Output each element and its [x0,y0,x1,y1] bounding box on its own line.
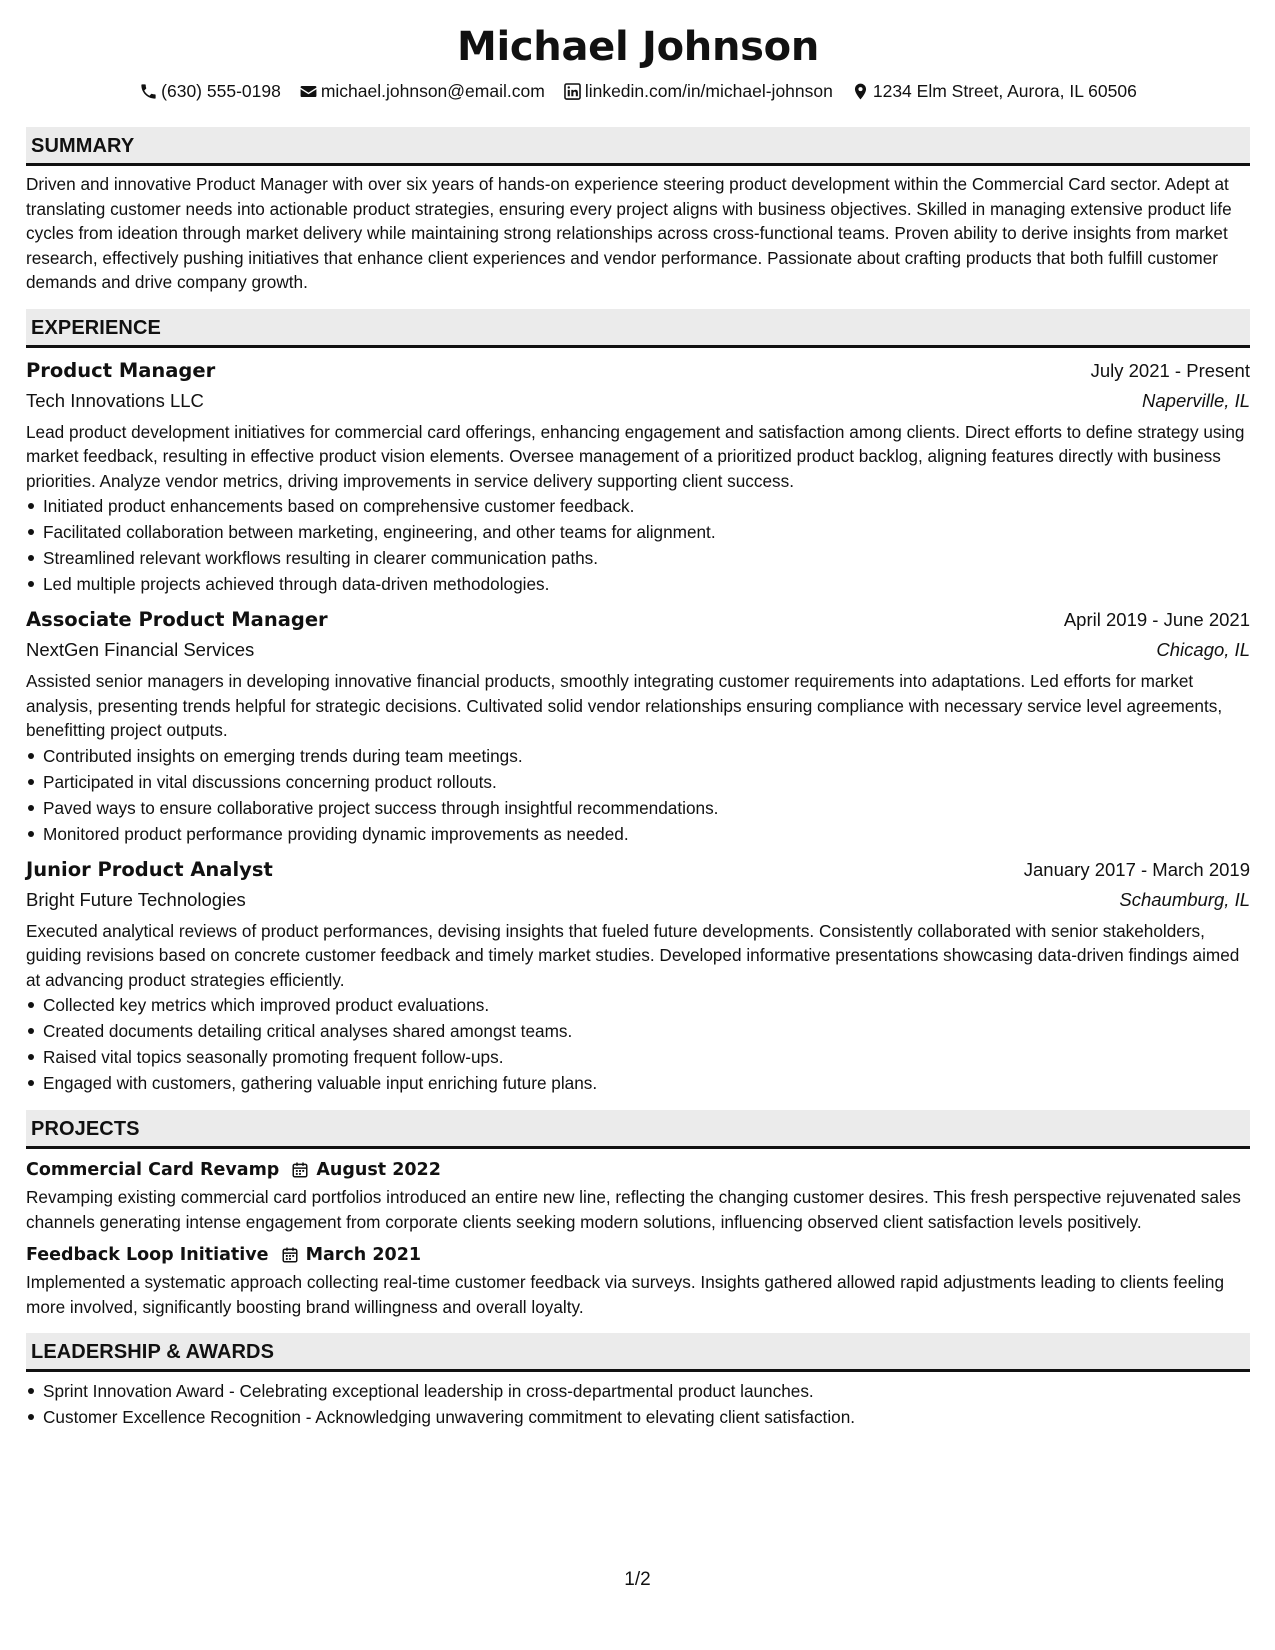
experience-heading: EXPERIENCE [26,309,1250,348]
job-company: NextGen Financial Services [26,639,255,660]
summary-text: Driven and innovative Product Manager with over six years of hands-on experience steering product development within the Commercial Card sector. Adept at translating customer needs into actionable product strategies, ensuring every project aligns with business objectives. Skilled in managing extensive product life cycles from ideation through market delivery while maintaining strong relationships across cross-functional teams. Proven ability to derive insights from market research, effectively pushing initiatives that enhance client experiences and vendor performance. Passionate about crafting products that both fulfill customer demands and drive company growth. [26,174,1232,292]
job-dates: January 2017 - March 2019 [1023,858,1250,880]
job-header [26,356,1250,386]
job-header [26,855,1250,885]
bullet-item: Initiated product enhancements based on comprehensive customer feedback. [26,493,1250,519]
linkedin-link[interactable]: linkedin.com/in/michael-johnson [584,81,833,101]
project-title: Feedback Loop Initiative [26,1245,269,1265]
job-bullets [26,493,1250,597]
job-title: Product Manager [26,358,216,382]
job-subheader [26,386,1250,416]
job-location: Schaumburg, IL [1119,888,1250,910]
contact-info [26,79,1250,103]
bullet-item: Led multiple projects achieved through data-driven methodologies. [26,571,1250,597]
bullet-item: Paved ways to ensure collaborative project success through insightful recommendations. [26,795,1250,821]
job-description: Assisted senior managers in developing innovative financial products, smoothly integrating customer requirements into adaptations. Led efforts for market analysis, presenting trends helpful for strategic decisions. Cultivated solid vendor relationships ensuring compliance with necessary service level agreements, benefitting project outputs. [26,671,1223,740]
bullet-item: Engaged with customers, gathering valuable input enriching future plans. [26,1070,1250,1096]
job-company: Bright Future Technologies [26,888,246,910]
award-item: Customer Excellence Recognition - Acknowledging unwavering commitment to elevating client satisfaction. [26,1404,1250,1430]
bullet-item: Facilitated collaboration between marketing, engineering, and other teams for alignment. [26,519,1250,545]
projects-heading: PROJECTS [26,1110,1250,1149]
bullet-item: Contributed insights on emerging trends during team meetings. [26,743,1250,769]
project-description: Implemented a systematic approach collecting real-time customer feedback via surveys. Insights gathered allowed rapid adjustments leading to clients feeling more involved, significantly boosting brand willingness and overall loyalty. [26,1272,1225,1317]
job-subheader [26,885,1250,915]
project-date: March 2021 [305,1245,422,1265]
resume-page [26,18,1250,1430]
page-number: 1/2 [624,1569,651,1590]
job-title: Associate Product Manager [26,608,328,631]
job-description: Lead product development initiatives for commercial card offerings, enhancing engagement and satisfaction among clients. Direct efforts to define strategy using market feedback, resulting in effective product vision elements. Oversee management of a prioritized product backlog, aligning features directly with business priorities. Analyze vendor metrics, driving improvements in service delivery supporting client success. [26,421,1245,491]
project-title: Commercial Card Revamp [26,1160,280,1180]
job-location: Naperville, IL [1142,389,1250,411]
job-title: Junior Product Analyst [26,857,273,881]
contact-email[interactable] [299,79,545,103]
candidate-name: Michael Johnson [456,24,820,70]
job-bullets [26,992,1250,1096]
job-company: Tech Innovations LLC [26,389,204,411]
contact-phone [139,79,281,103]
job-dates: July 2021 - Present [1090,359,1250,381]
job-location: Chicago, IL [1156,639,1250,660]
email-link[interactable]: michael.johnson@email.com [320,81,545,101]
bullet-item: Collected key metrics which improved product evaluations. [26,992,1250,1018]
bullet-item: Monitored product performance providing dynamic improvements as needed. [26,821,1250,847]
project-description: Revamping existing commercial card portfolios introduced an entire new line, reflecting the changing customer desires. This fresh perspective rejuvenated sales channels generating intense engagement from corporate clients seeking modern solutions, influencing observed client satisfaction levels positively. [26,1187,1241,1232]
phone-icon [139,82,158,101]
bullet-item: Streamlined relevant workflows resulting in clearer communication paths. [26,545,1250,571]
awards-list [26,1378,1250,1430]
address-text: 1234 Elm Street, Aurora, IL 60506 [872,81,1137,101]
awards-heading: LEADERSHIP & AWARDS [26,1333,1250,1372]
phone-text: (630) 555-0198 [161,81,281,101]
envelope-icon [299,82,318,101]
job-description: Executed analytical reviews of product performances, devising insights that fueled future developments. Consistently collaborated with senior stakeholders, guiding revisions based on concrete customer feedback and timely market studies. Developed informative presentations showcasing data-driven findings aimed at advancing product strategies efficiently. [26,920,1240,990]
project-entry [26,1157,1250,1234]
calendar-icon [281,1246,299,1264]
job-header [26,605,1250,635]
linkedin-icon [563,82,582,101]
project-header [26,1242,1250,1268]
bullet-item: Created documents detailing critical analyses shared amongst teams. [26,1018,1250,1044]
job-entry [26,605,1250,847]
contact-address [851,79,1137,103]
contact-linkedin[interactable] [563,79,833,103]
calendar-icon [291,1161,309,1179]
award-item: Sprint Innovation Award - Celebrating exceptional leadership in cross-departmental product launches. [26,1378,1250,1404]
job-entry [26,855,1250,1097]
job-entry [26,356,1250,598]
project-date: August 2022 [316,1160,441,1180]
project-header [26,1157,1250,1183]
bullet-item: Participated in vital discussions concerning product rollouts. [26,769,1250,795]
project-entry [26,1242,1250,1319]
job-dates: April 2019 - June 2021 [1063,609,1250,630]
job-bullets [26,743,1250,847]
job-subheader [26,635,1250,665]
summary-heading: SUMMARY [26,127,1250,166]
map-pin-icon [851,82,870,101]
bullet-item: Raised vital topics seasonally promoting frequent follow-ups. [26,1044,1250,1070]
